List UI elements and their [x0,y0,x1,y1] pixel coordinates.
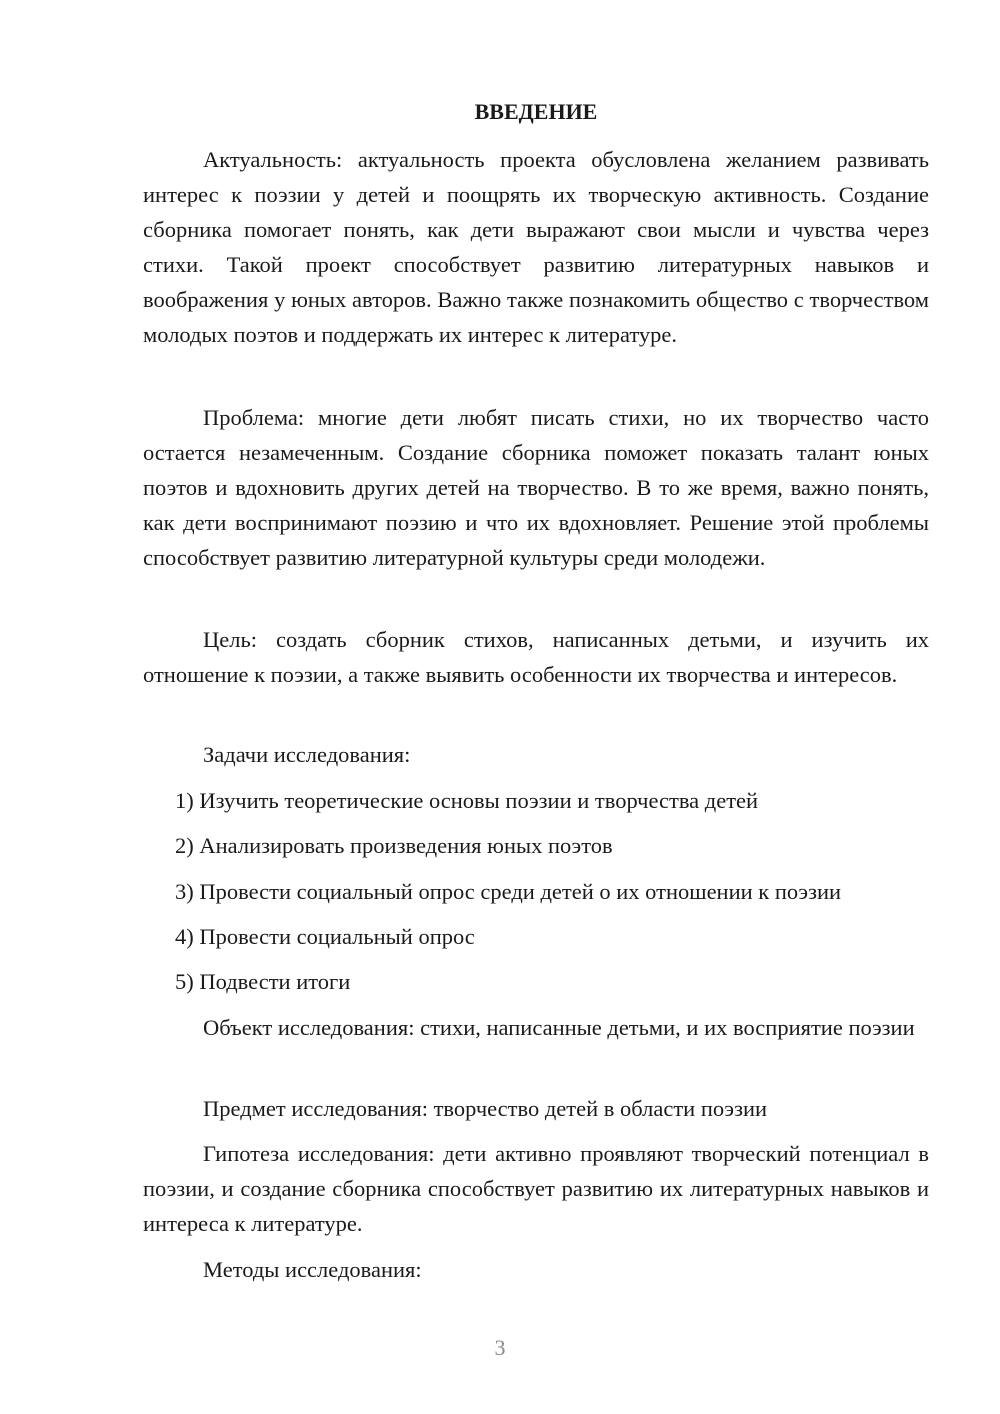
hypothesis-paragraph: Гипотеза исследования: дети активно проявляют творческий потенциал в поэзии, и создание сборника способствует развитию их литературных навыков и интереса к литературе. [143,1141,929,1236]
tasks-title: Задачи исследования: [203,742,411,767]
subject-paragraph: Предмет исследования: творчество детей в области поэзии [203,1096,768,1121]
page-number: 3 [494,1335,506,1360]
list-item: 1) Изучить теоретические основы поэзии и творчества детей [175,788,759,813]
object-paragraph: Объект исследования: стихи, написанные детьми, и их восприятие поэзии [203,1015,915,1040]
list-item: 3) Провести социальный опрос среди детей о их отношении к поэзии [175,879,842,904]
goal-paragraph: Цель: создать сборник стихов, написанных детьми, и изучить их отношение к поэзии, а также выявить особенности их творчества и интересов. [143,627,929,687]
page-title: ВВЕДЕНИЕ [474,99,598,124]
relevance-paragraph: Актуальность: актуальность проекта обусловлена желанием развивать интерес к поэзии у детей и поощрять их творческую активность. Создание сборника помогает понять, как дети выражают свои мысли и чувства через стихи. Такой проект способствует развитию литературных навыков и воображения у юных авторов. Важно также познакомить общество с творчеством молодых поэтов и поддержать их интерес к литературе. [143,147,929,347]
list-item: 5) Подвести итоги [175,969,351,994]
list-item: 4) Провести социальный опрос [175,924,475,949]
problem-paragraph: Проблема: многие дети любят писать стихи, но их творчество часто остается незамеченным. Создание сборника поможет показать талант юных поэтов и вдохновить других детей на творчество. В то же время, важно понять, как дети воспринимают поэзию и что их вдохновляет. Решение этой проблемы способствует развитию литературной культуры среди молодежи. [143,405,929,570]
methods-title: Методы исследования: [203,1257,422,1282]
list-item: 2) Анализировать произведения юных поэтов [175,833,613,858]
